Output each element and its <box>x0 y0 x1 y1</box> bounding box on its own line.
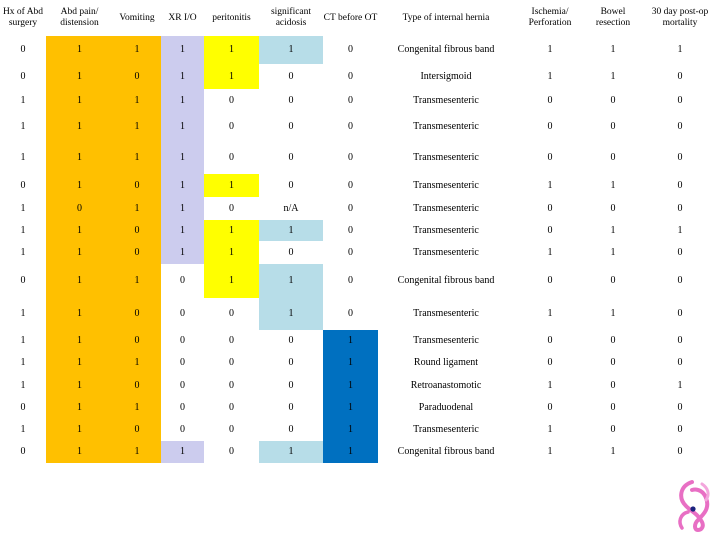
table-cell: 0 <box>547 357 553 368</box>
table-cell: 1 <box>348 357 353 368</box>
table-cell: 1 <box>547 44 553 55</box>
table-cell: 1 <box>77 224 82 236</box>
table-cell: 1 <box>134 202 140 214</box>
table-cell: 1 <box>348 424 353 435</box>
table-cell: 1 <box>180 446 185 457</box>
table-cell: 1 <box>20 202 26 214</box>
table-cell: 0 <box>677 202 683 214</box>
table-cell: 0 <box>229 335 234 346</box>
table-cell: 0 <box>229 121 234 132</box>
table-cell: 0 <box>677 357 683 368</box>
table-cell: 1 <box>134 94 140 106</box>
table-cell: 1 <box>610 179 616 191</box>
table-cell: 0 <box>677 152 683 163</box>
table-cell: Round ligament <box>413 357 479 368</box>
table-cell: 0 <box>677 402 683 413</box>
table-cell: 0 <box>610 202 616 214</box>
table-cell: 1 <box>229 44 234 55</box>
table-cell: 0 <box>677 335 683 346</box>
table-cell: Transmesenteric <box>413 121 479 132</box>
table-cell: 1 <box>610 246 616 258</box>
table-cell: 0 <box>229 202 234 214</box>
table-cell: 1 <box>547 179 553 191</box>
table-cell: 1 <box>288 446 294 457</box>
table-cell: 0 <box>229 402 234 413</box>
table-cell: 1 <box>180 70 185 82</box>
table-cell: 0 <box>547 275 553 286</box>
table-cell: Intersigmoid <box>420 70 472 82</box>
column-header: CT before OT <box>323 12 378 23</box>
column-header: Hx of Abd surgery <box>2 7 44 28</box>
table-cell: 0 <box>610 94 616 106</box>
table-cell: 0 <box>547 152 553 163</box>
table-cell: 0 <box>547 121 553 132</box>
table-cell: 1 <box>20 152 26 163</box>
table-cell: 1 <box>77 308 82 319</box>
table-cell: Transmesenteric <box>413 308 479 319</box>
table-cell: 0 <box>547 402 553 413</box>
table-cell: 1 <box>547 246 553 258</box>
table-cell: 1 <box>77 379 82 391</box>
table-cell: 0 <box>229 94 234 106</box>
table-cell: 1 <box>20 379 26 391</box>
table-cell: 0 <box>20 446 26 457</box>
table-cell: 0 <box>547 94 553 106</box>
table-cell: 1 <box>77 402 82 413</box>
table-cell: 0 <box>20 402 26 413</box>
table-cell: 0 <box>229 308 234 319</box>
table-cell: 0 <box>134 424 140 435</box>
table-cell: 0 <box>348 202 353 214</box>
table-cell: 0 <box>77 202 82 214</box>
table-cell: 1 <box>77 121 82 132</box>
table-cell: 0 <box>180 357 185 368</box>
table-cell: 0 <box>677 179 683 191</box>
table-cell: 0 <box>348 152 353 163</box>
column-header: Type of internal hernia <box>402 12 490 23</box>
table-cell: 1 <box>77 44 82 55</box>
table-cell: Transmesenteric <box>413 152 479 163</box>
table-cell: 0 <box>134 308 140 319</box>
table-cell: 0 <box>288 121 294 132</box>
column-header: Vomiting <box>119 12 155 23</box>
table-cell: 1 <box>677 224 683 236</box>
table-cell: 0 <box>134 70 140 82</box>
table-cell: 0 <box>677 94 683 106</box>
table-cell: 0 <box>610 424 616 435</box>
table-cell: 1 <box>610 44 616 55</box>
table-cell: 1 <box>288 308 294 319</box>
table-cell: Transmesenteric <box>413 335 479 346</box>
table-cell: 1 <box>610 224 616 236</box>
table-cell: 1 <box>547 424 553 435</box>
table-cell: 0 <box>20 179 26 191</box>
table-cell: 1 <box>547 70 553 82</box>
table-cell: Transmesenteric <box>413 94 479 106</box>
table-cell: 1 <box>180 246 185 258</box>
table-cell: 1 <box>134 275 140 286</box>
table-cell: 1 <box>348 335 353 346</box>
table-cell: 0 <box>547 202 553 214</box>
table-cell: 0 <box>610 402 616 413</box>
table-cell: 0 <box>677 121 683 132</box>
table-cell: 0 <box>610 379 616 391</box>
table-cell: 0 <box>547 224 553 236</box>
table-cell: 0 <box>610 121 616 132</box>
table-cell: 1 <box>180 224 185 236</box>
table-cell: 1 <box>229 275 234 286</box>
table-cell: 1 <box>229 179 234 191</box>
table-cell: 1 <box>180 94 185 106</box>
table-cell: 0 <box>677 275 683 286</box>
table-cell: 0 <box>348 308 353 319</box>
table-cell: 1 <box>20 246 26 258</box>
table-cell: 0 <box>610 152 616 163</box>
table-cell: 1 <box>20 121 26 132</box>
column-header: Bowel resection <box>595 7 631 28</box>
table-cell: 0 <box>134 246 140 258</box>
table-cell: 1 <box>348 446 353 457</box>
table-cell: 0 <box>180 424 185 435</box>
table-cell: 1 <box>288 275 294 286</box>
table-cell: 1 <box>677 44 683 55</box>
table-cell: 0 <box>229 446 234 457</box>
table-cell: 1 <box>610 70 616 82</box>
table-cell: 0 <box>180 275 185 286</box>
table-cell: 0 <box>610 357 616 368</box>
table-cell: 0 <box>20 275 26 286</box>
table-cell: 1 <box>547 308 553 319</box>
table-cell: 1 <box>77 70 82 82</box>
ribbon-logo-icon <box>672 478 714 534</box>
column-header: peritonitis <box>212 12 251 23</box>
table-cell: n/A <box>283 202 299 214</box>
table-cell: 1 <box>134 402 140 413</box>
table-cell: 1 <box>229 70 234 82</box>
table-cell: 0 <box>288 357 294 368</box>
table-cell: 0 <box>677 446 683 457</box>
table-cell: 0 <box>610 275 616 286</box>
table-cell: 1 <box>288 44 294 55</box>
column-header: Ischemia/ Perforation <box>528 7 572 28</box>
table-cell: 0 <box>677 424 683 435</box>
table-cell: 0 <box>288 94 294 106</box>
table-cell: 0 <box>288 379 294 391</box>
table-cell: 0 <box>134 379 140 391</box>
table-cell: 0 <box>288 402 294 413</box>
table-cell: 0 <box>348 246 353 258</box>
table-cell: 1 <box>77 357 82 368</box>
table-cell: 1 <box>348 402 353 413</box>
table-cell: 0 <box>180 335 185 346</box>
table-cell: 0 <box>229 357 234 368</box>
column-header: Abd pain/ distension <box>60 7 99 28</box>
table-cell: 1 <box>134 121 140 132</box>
table-cell: 1 <box>134 446 140 457</box>
table-cell: Congenital fibrous band <box>397 446 495 457</box>
table-cell: 0 <box>134 335 140 346</box>
table-cell: 1 <box>180 44 185 55</box>
table-cell: 0 <box>229 152 234 163</box>
table-cell: 1 <box>229 224 234 236</box>
column-header: XR I/O <box>168 12 197 23</box>
table-cell: 1 <box>229 246 234 258</box>
table-cell: 1 <box>180 121 185 132</box>
table-cell: 0 <box>288 70 294 82</box>
table-cell: Paraduodenal <box>418 402 474 413</box>
table-cell: 0 <box>229 379 234 391</box>
table-cell: 1 <box>180 179 185 191</box>
table-cell: 0 <box>677 308 683 319</box>
table-cell: 1 <box>77 275 82 286</box>
table-cell: 1 <box>180 202 185 214</box>
table-cell: 0 <box>348 70 353 82</box>
table-cell: 1 <box>677 379 683 391</box>
table-cell: 0 <box>180 308 185 319</box>
table-cell: Transmesenteric <box>413 202 479 214</box>
table-cell: Transmesenteric <box>413 179 479 191</box>
table-cell: 1 <box>547 379 553 391</box>
table-cell: 1 <box>77 179 82 191</box>
table-cell: 0 <box>20 70 26 82</box>
table-cell: 1 <box>610 446 616 457</box>
table-cell: 0 <box>180 402 185 413</box>
table-cell: 1 <box>77 335 82 346</box>
table-cell: 0 <box>20 44 26 55</box>
table-cell: 1 <box>348 379 353 391</box>
table-cell: 1 <box>288 224 294 236</box>
table-cell: Congenital fibrous band <box>397 275 495 286</box>
table-cell: 0 <box>348 275 353 286</box>
column-header: 30 day post-op mortality <box>651 7 709 28</box>
table-cell: 1 <box>77 94 82 106</box>
table-cell: 1 <box>77 446 82 457</box>
table-cell: 1 <box>610 308 616 319</box>
table-cell: 0 <box>348 44 353 55</box>
table-cell: 1 <box>20 335 26 346</box>
table-cell: 0 <box>134 179 140 191</box>
table-cell: Transmesenteric <box>413 246 479 258</box>
table-cell: 1 <box>20 94 26 106</box>
table-cell: 0 <box>348 224 353 236</box>
table-cell: 1 <box>134 357 140 368</box>
table-cell: 1 <box>20 308 26 319</box>
table-cell: 1 <box>77 152 82 163</box>
table-cell: 0 <box>677 70 683 82</box>
table-cell: 0 <box>134 224 140 236</box>
table-cell: 1 <box>77 246 82 258</box>
table-cell: 0 <box>677 246 683 258</box>
table-cell: 1 <box>134 152 140 163</box>
table-cell: 0 <box>348 121 353 132</box>
table-cell: 1 <box>20 357 26 368</box>
table-cell: 0 <box>288 152 294 163</box>
table-cell: 0 <box>288 424 294 435</box>
column-header: significant acidosis <box>270 7 312 28</box>
table-cell: Transmesenteric <box>413 224 479 236</box>
table-cell: 0 <box>288 246 294 258</box>
table-cell: 1 <box>20 424 26 435</box>
table-cell: Retroanastomotic <box>410 379 482 391</box>
table-cell: Congenital fibrous band <box>397 44 495 55</box>
table-cell: 1 <box>134 44 140 55</box>
table-cell: 1 <box>20 224 26 236</box>
table-cell: 0 <box>288 335 294 346</box>
table-cell: 0 <box>348 94 353 106</box>
table-cell: 0 <box>610 335 616 346</box>
table-cell: 0 <box>547 335 553 346</box>
table-cell: 0 <box>288 179 294 191</box>
table-cell: 1 <box>77 424 82 435</box>
table-cell: 0 <box>348 179 353 191</box>
table-cell: 0 <box>180 379 185 391</box>
table-cell: 1 <box>180 152 185 163</box>
table-cell: 0 <box>229 424 234 435</box>
table-cell: Transmesenteric <box>413 424 479 435</box>
table-cell: 1 <box>547 446 553 457</box>
